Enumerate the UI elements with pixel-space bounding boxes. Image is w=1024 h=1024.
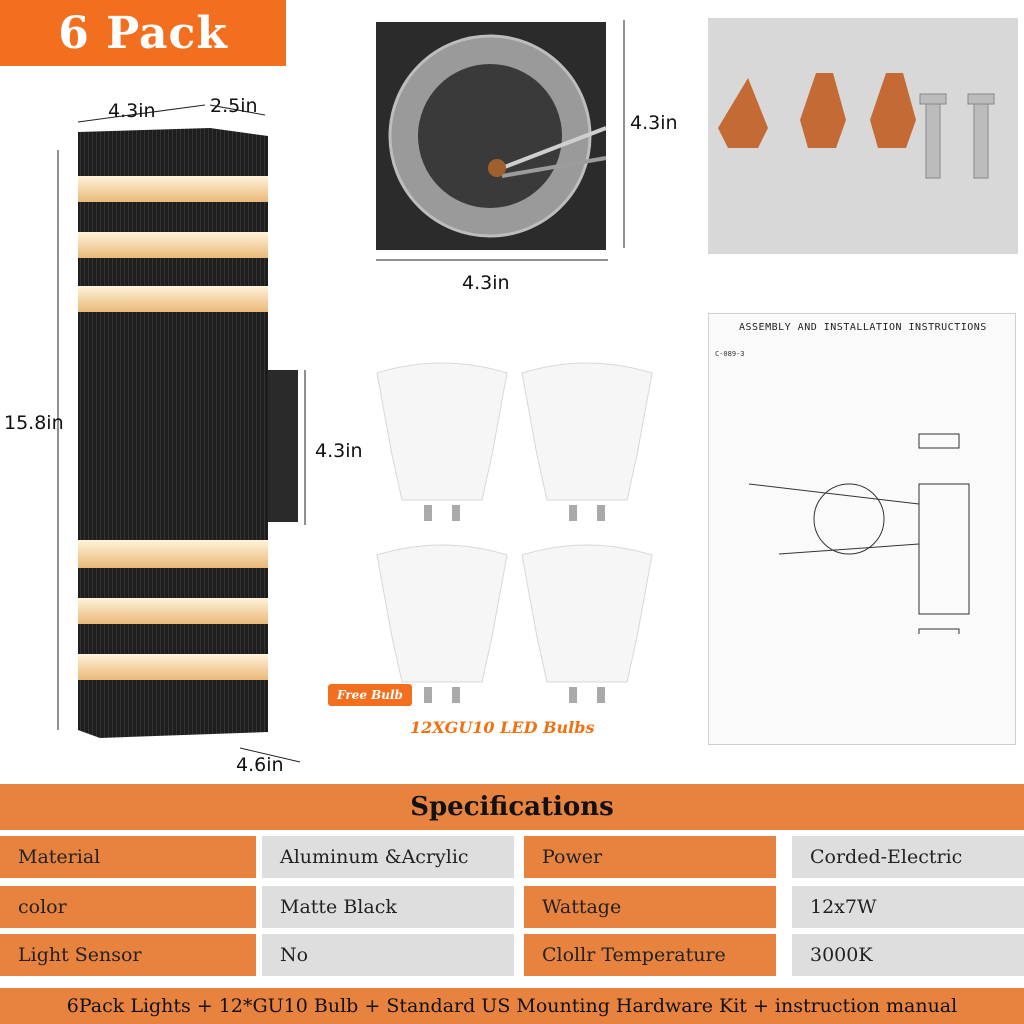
spec-label: Power [524, 836, 776, 878]
specifications-title: Specifications [0, 784, 1024, 830]
package-contents-footer: 6Pack Lights + 12*GU10 Bulb + Standard US Mounting Hardware Kit + instruction manual [0, 988, 1024, 1024]
bulbs-image [372, 355, 672, 710]
hardware-kit-image [708, 18, 1018, 254]
spec-label: Wattage [524, 886, 776, 928]
mount-dimension-lines [372, 18, 632, 268]
manual-title: ASSEMBLY AND INSTALLATION INSTRUCTIONS [739, 322, 987, 333]
manual-diagram [719, 404, 1009, 634]
width-dimension: 4.3in [108, 100, 156, 122]
mount-bottom-dimension: 4.3in [462, 272, 510, 294]
spec-value: No [262, 934, 514, 976]
spec-label: Light Sensor [0, 934, 256, 976]
spec-value: Corded-Electric [792, 836, 1024, 878]
pack-badge: 6 Pack [0, 0, 286, 66]
depth-dimension: 2.5in [210, 95, 258, 117]
spec-label: color [0, 886, 256, 928]
base-dimension: 4.6in [236, 754, 284, 776]
spec-value: Aluminum &Acrylic [262, 836, 514, 878]
specifications-table [0, 830, 1024, 985]
spec-label: Material [0, 836, 256, 878]
spec-value: 3000K [792, 934, 1024, 976]
bracket-dimension: 4.3in [315, 440, 363, 462]
bulbs-caption: 12XGU10 LED Bulbs [410, 718, 595, 737]
spec-label: Clollr Temperature [524, 934, 776, 976]
free-bulb-tag: Free Bulb [328, 684, 412, 706]
instruction-manual-image [708, 313, 1016, 745]
mount-side-dimension: 4.3in [630, 112, 678, 134]
spec-value: Matte Black [262, 886, 514, 928]
manual-code: C-089-3 [715, 350, 745, 358]
spec-value: 12x7W [792, 886, 1024, 928]
height-dimension: 15.8in [4, 412, 64, 434]
